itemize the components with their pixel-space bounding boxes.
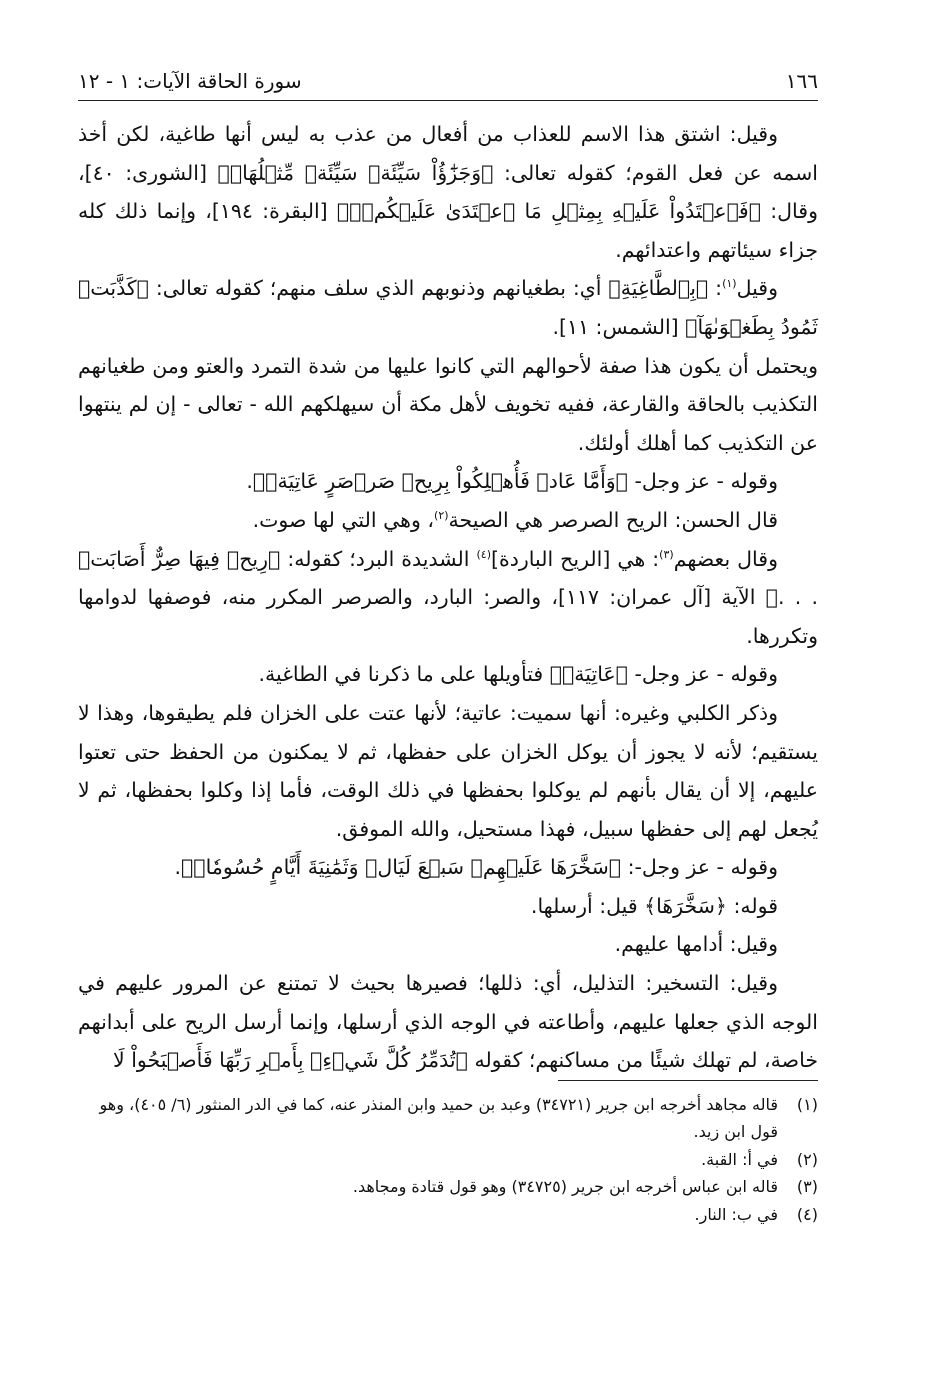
footnote bbox=[78, 1173, 818, 1201]
paragraph bbox=[78, 848, 818, 887]
book-page bbox=[78, 62, 818, 1228]
footnote-ref: (١) bbox=[722, 277, 737, 291]
paragraph-text: : ﴿بِٱلطَّاغِيَةِ﴾ أي: بطغيانهم وذنوبهم الذي سلف منهم؛ كقوله تعالى: ﴿كَذَّبَتۡ ثَمُودُ بِطَغۡوَىٰهَآ﴾ [الشمس: ١١]. bbox=[78, 276, 818, 339]
footnote bbox=[78, 1091, 818, 1146]
paragraph-text: وقوله - عز وجل- ﴿وَأَمَّا عَادٞ فَأُهۡلِكُواْ بِرِيحٖ صَرۡصَرٍ عَاتِيَةٖ﴾. bbox=[246, 469, 778, 494]
footnote-rule bbox=[558, 1080, 818, 1081]
paragraph-text: : هي [الريح الباردة] bbox=[491, 546, 660, 571]
main-text bbox=[78, 115, 818, 1080]
header-rule bbox=[78, 100, 818, 101]
footnote-text: قاله مجاهد أخرجه ابن جرير (٣٤٧٢١) وعبد بن حميد وابن المنذر عنه، كما في الدر المنثور (٦/ ٤٠٥)، وهو قول ابن زيد. bbox=[99, 1094, 778, 1142]
footnote-number: (٤) bbox=[796, 1204, 818, 1224]
paragraph-text: قوله: ﴿سَخَّرَهَا﴾ قيل: أرسلها. bbox=[530, 893, 778, 918]
footnote-ref: (٤) bbox=[476, 547, 492, 561]
paragraph-text: ، وهي التي لها صوت. bbox=[252, 507, 435, 532]
paragraph bbox=[78, 964, 818, 1080]
paragraph bbox=[78, 925, 818, 964]
paragraph bbox=[78, 501, 818, 540]
page-number: ١٦٦ bbox=[785, 69, 818, 93]
paragraph-text: وقال بعضهم bbox=[673, 546, 778, 571]
paragraph bbox=[78, 655, 818, 694]
paragraph bbox=[78, 540, 818, 656]
paragraph-text: وقيل: أدامها عليهم. bbox=[614, 932, 778, 957]
footnote-text: قاله ابن عباس أخرجه ابن جرير (٣٤٧٢٥) وهو قول قتادة ومجاهد. bbox=[352, 1177, 778, 1197]
paragraph-text: وقيل bbox=[736, 276, 778, 301]
paragraph bbox=[78, 269, 818, 346]
footnote-text: في أ: القبة. bbox=[701, 1149, 778, 1169]
footnotes bbox=[78, 1091, 818, 1229]
footnote-text: في ب: النار. bbox=[694, 1204, 778, 1224]
paragraph bbox=[78, 887, 818, 926]
footnote-number: (٣) bbox=[796, 1177, 818, 1197]
paragraph-text: قال الحسن: الريح الصرصر هي الصيحة bbox=[448, 507, 778, 532]
paragraph-text: وذكر الكلبي وغيره: أنها سميت: عاتية؛ لأنها عتت على الخزان فلم يطيقوها، وهذا لا يستقيم؛ لأنه لا يجوز أن يوكل الخزان على حفظها، ثم لا يمكنون من الحفظ حتى تعتوا عليهم، إلا أن يقال بأنهم لم يوكلوا بحفظها في ذلك الوقت، فأما إذا وكلوا بحفظها، ثم لا يُجعل لهم إلى حفظها سبيل، فهذا مستحيل، والله الموفق. bbox=[78, 700, 818, 841]
footnote bbox=[78, 1146, 818, 1174]
footnote-number: (٢) bbox=[796, 1149, 818, 1169]
paragraph-text: وقيل: التسخير: التذليل، أي: ذللها؛ فصيرها بحيث لا تمتنع عن المرور عليهم في الوجه الذي جعلها عليهم، وأطاعته في الوجه الذي أرسلها، وإنما أرسل الريح على أبدانهم خاصة، لم تهلك شيئًا من مساكنهم؛ كقوله ﴿تُدَمِّرُ كُلَّ شَيۡءِۭ بِأَمۡرِ رَبِّهَا فَأَصۡبَحُواْ لَا bbox=[78, 971, 818, 1073]
paragraph-text: وقيل: اشتق هذا الاسم للعذاب من أفعال من عذب به ليس أنها طاغية، لكن أخذ اسمه عن فعل القوم؛ كقوله تعالى: ﴿وَجَزَٰٓؤُاْ سَيِّئَةٖ سَيِّئَةٞ مِّثۡلُهَاۖ﴾ [الشورى: ٤٠]، وقال: ﴿فَٱعۡتَدُواْ عَلَيۡهِ بِمِثۡلِ مَا ٱعۡتَدَىٰ عَلَيۡكُمۡۚ﴾ [البقرة: ١٩٤]، وإنما ذلك كله جزاء سيئاتهم واعتدائهم. bbox=[78, 122, 818, 262]
paragraph bbox=[78, 347, 818, 463]
paragraph-text: وقوله - عز وجل-: ﴿سَخَّرَهَا عَلَيۡهِمۡ سَبۡعَ لَيَالٖ وَثَمَٰنِيَةَ أَيَّامٍ حُسُومٗاۖ﴾. bbox=[174, 855, 778, 880]
page-header bbox=[78, 62, 818, 94]
paragraph bbox=[78, 694, 818, 848]
footnote-ref: (٢) bbox=[434, 509, 449, 523]
running-title: سورة الحاقة الآيات: ١ - ١٢ bbox=[78, 69, 302, 93]
footnote-ref: (٣) bbox=[659, 547, 674, 561]
footnote-number: (١) bbox=[796, 1094, 818, 1114]
paragraph bbox=[78, 115, 818, 269]
paragraph-text: وقوله - عز وجل- ﴿عَاتِيَةٖ﴾ فتأويلها على ما ذكرنا في الطاغية. bbox=[258, 662, 778, 687]
paragraph bbox=[78, 462, 818, 501]
footnote bbox=[78, 1201, 818, 1229]
paragraph-text: ويحتمل أن يكون هذا صفة لأحوالهم التي كانوا عليها من شدة التمرد والعتو ومن طغيانهم التكذيب بالحاقة والقارعة، ففيه تخويف لأهل مكة أن سيهلكهم الله - تعالى - إن لم ينتهوا عن التكذيب كما أهلك أولئك. bbox=[78, 353, 818, 455]
paragraph-text: الشديدة البرد؛ كقوله: ﴿رِيحٖ فِيهَا صِرٌّ أَصَابَتۡ . . .﴾ الآية [آل عمران: ١١٧]، والصر: البارد، والصرصر المكرر منه، فوصفها لدوامها وتكررها. bbox=[78, 546, 818, 648]
